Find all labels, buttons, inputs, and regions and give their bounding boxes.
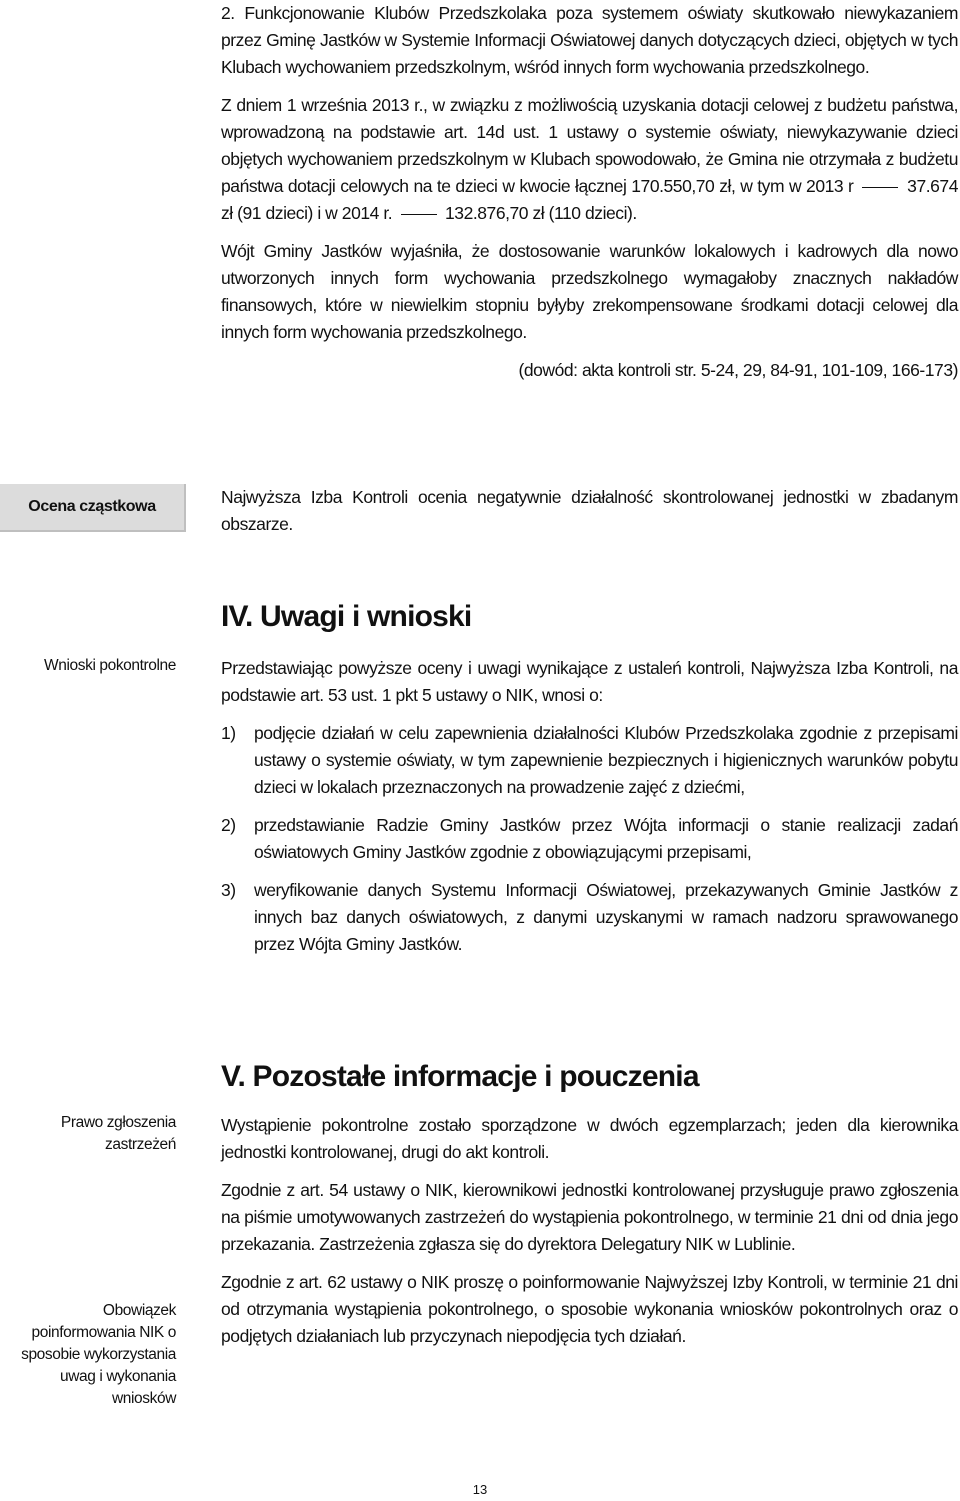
- subsidy-text-a: Z dniem 1 września 2013 r., w związku z możliwością uzyskania dotacji celowej z budżetu państwa, wprowadzoną na podstawie art. 14d ust. 1 ustawy o systemie oświaty, niewykazywanie dzieci objętych wychowaniem przedszkolnym w Klubach spowodowało, że Gmina nie otrzymała z budżetu państwa dotacji celowych na te dzieci w kwocie łącznej 170.550,70 zł, w tym w 2013 r: [221, 95, 958, 196]
- subsidy-text-b: 37.674 zł (91 dzieci) i w 2014 r.: [221, 176, 958, 223]
- findings-block: [221, 0, 958, 384]
- subsidy-paragraph: [221, 92, 958, 227]
- objections-paragraph: Zgodnie z art. 54 ustawy o NIK, kierownikowi jednostki kontrolowanej przysługuje prawo zgłoszenia na piśmie umotywowanych zastrzeżeń do wystąpienia pokontrolnego, w terminie 21 dni od dnia jego przekazania. Zastrzeżenia zgłasza się do dyrektora Delegatury NIK w Lublinie.: [221, 1180, 958, 1254]
- page-number: 13: [472, 1482, 488, 1497]
- conclusions-intro: Przedstawiając powyższe oceny i uwagi wynikające z ustaleń kontroli, Najwyższa Izba Kontroli, na podstawie art. 53 ust. 1 pkt 5 ustawy o NIK, wnosi o:: [221, 658, 958, 705]
- list-item-text: podjęcie działań w celu zapewnienia działalności Klubów Przedszkolaka zgodnie z przepisami ustawy o systemie oświaty, w tym zapewnienie bezpiecznych i higienicznych warunków pobytu dzieci w lokalach przeznaczonych na prowadzenie zajęć z dziećmi,: [254, 723, 958, 797]
- information-block: [221, 1112, 958, 1350]
- explanation-paragraph: Wójt Gminy Jastków wyjaśniła, że dostosowanie warunków lokalowych i kadrowych dla nowo utworzonych innych form wychowania przedszkolnego wymagałoby znacznych nakładów finansowych, które w niewielkim stopniu byłyby zrekompensowane środkami dotacji celowej dla innych form wychowania przedszkolnego.: [221, 241, 958, 342]
- list-item-number: 3): [221, 880, 236, 900]
- dash-1: [862, 187, 898, 188]
- section-v-heading: V. Pozostałe informacje i pouczenia: [221, 1060, 699, 1093]
- list-item: [221, 877, 958, 958]
- partial-assessment-box: [0, 484, 186, 532]
- obligation-paragraph: Zgodnie z art. 62 ustawy o NIK proszę o poinformowanie Najwyższej Izby Kontroli, w terminie 21 dni od otrzymania wystąpienia pokontrolnego, o sposobie wykonania wniosków pokontrolnych oraz o podjętych działaniach lub przyczynach niepodjęcia tych działań.: [221, 1272, 958, 1346]
- partial-assessment-label: Ocena cząstkowa: [28, 498, 156, 515]
- subsidy-text-c: 132.876,70 zł (110 dzieci).: [445, 203, 637, 223]
- list-item: [221, 720, 958, 801]
- side-label-objections: Prawo zgłoszenia zastrzeżeń: [60, 1114, 176, 1153]
- conclusions-list: [221, 720, 958, 958]
- partial-assessment-block: [221, 484, 958, 538]
- list-item-number: 2): [221, 815, 236, 835]
- list-item-text: przedstawianie Radzie Gminy Jastków przez Wójta informacji o stanie realizacji zadań oświatowych Gminy Jastków zgodnie z obowiązującymi przepisami,: [254, 815, 958, 862]
- section-iv-heading: IV. Uwagi i wnioski: [221, 600, 472, 633]
- finding-paragraph-2: 2. Funkcjonowanie Klubów Przedszkolaka poza systemem oświaty skutkowało niewykazaniem przez Gminę Jastków w Systemie Informacji Oświatowej danych dotyczących dzieci, objętych w tych Klubach wychowaniem przedszkolnym, wśród innych form wychowania przedszkolnego.: [221, 3, 958, 77]
- list-item: [221, 812, 958, 866]
- list-item-number: 1): [221, 723, 236, 743]
- copies-paragraph: Wystąpienie pokontrolne zostało sporządzone w dwóch egzemplarzach; jeden dla kierownika jednostki kontrolowanej, drugi do akt kontroli.: [221, 1115, 958, 1162]
- dash-2: [401, 214, 437, 215]
- conclusions-block: [221, 655, 958, 958]
- partial-assessment-text: Najwyższa Izba Kontroli ocenia negatywnie działalność skontrolowanej jednostki w zbadanym obszarze.: [221, 487, 958, 534]
- evidence-reference: (dowód: akta kontroli str. 5-24, 29, 84-91, 101-109, 166-173): [518, 360, 958, 380]
- list-item-text: weryfikowanie danych Systemu Informacji Oświatowej, przekazywanych Gminie Jastków z innych baz danych oświatowych, z danymi uzyskanymi w ramach nadzoru sprawowanego przez Wójta Gminy Jastków.: [254, 880, 958, 954]
- side-label-obligation: Obowiązek poinformowania NIK o sposobie wykorzystania uwag i wykonania wniosków: [21, 1302, 176, 1407]
- side-label-conclusions: Wnioski pokontrolne: [44, 657, 176, 674]
